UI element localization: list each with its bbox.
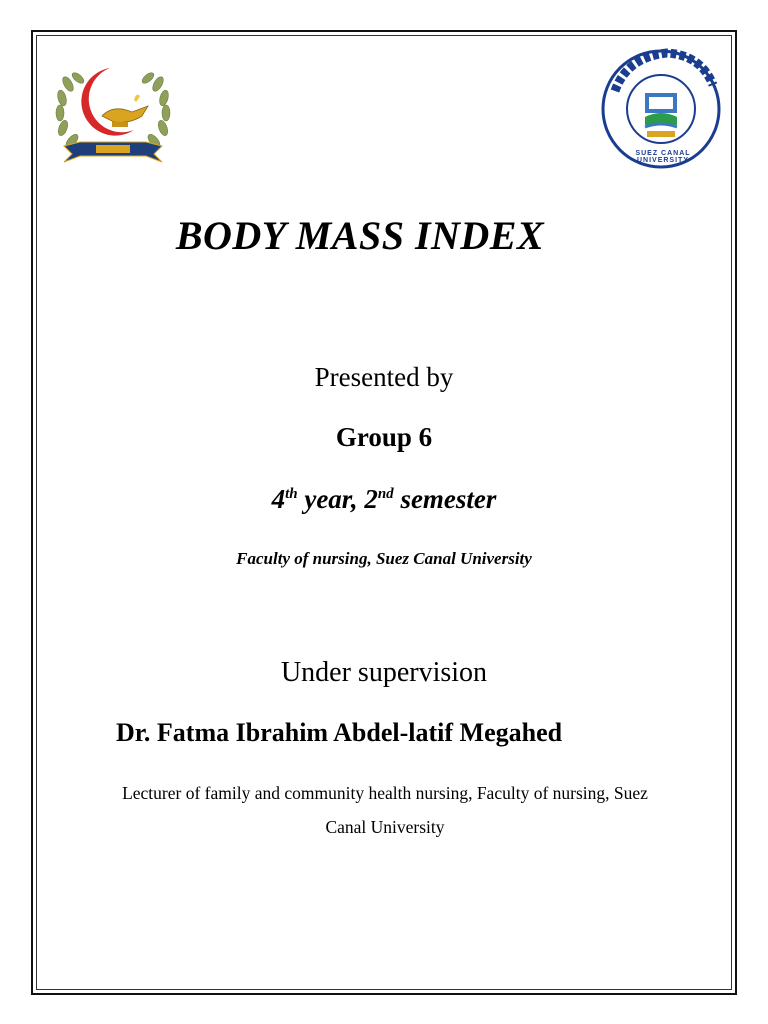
supervisor-title: Lecturer of family and community health nursing, Faculty of nursing, Suez Canal University: [122, 783, 648, 837]
nursing-lamp-crescent-icon: [50, 56, 176, 166]
year-mid: year, 2: [297, 484, 378, 514]
group-name: Group 6: [335, 422, 433, 452]
semester-label: semester: [393, 484, 497, 514]
faculty-line: Faculty of nursing, Suez Canal University: [236, 549, 532, 568]
seal-text: SUEZ CANAL UNIVERSITY: [635, 150, 691, 164]
under-supervision-label: Under supervision: [280, 657, 488, 688]
page-title: BODY MASS INDEX: [175, 213, 545, 258]
year-suffix: th: [285, 486, 298, 502]
semester-suffix: nd: [377, 486, 394, 502]
year-semester: [36, 484, 732, 515]
supervisor-name: Dr. Fatma Ibrahim Abdel-latif Megahed: [116, 718, 563, 747]
year-number: 4: [271, 484, 286, 514]
presented-by-label: Presented by: [314, 362, 454, 392]
